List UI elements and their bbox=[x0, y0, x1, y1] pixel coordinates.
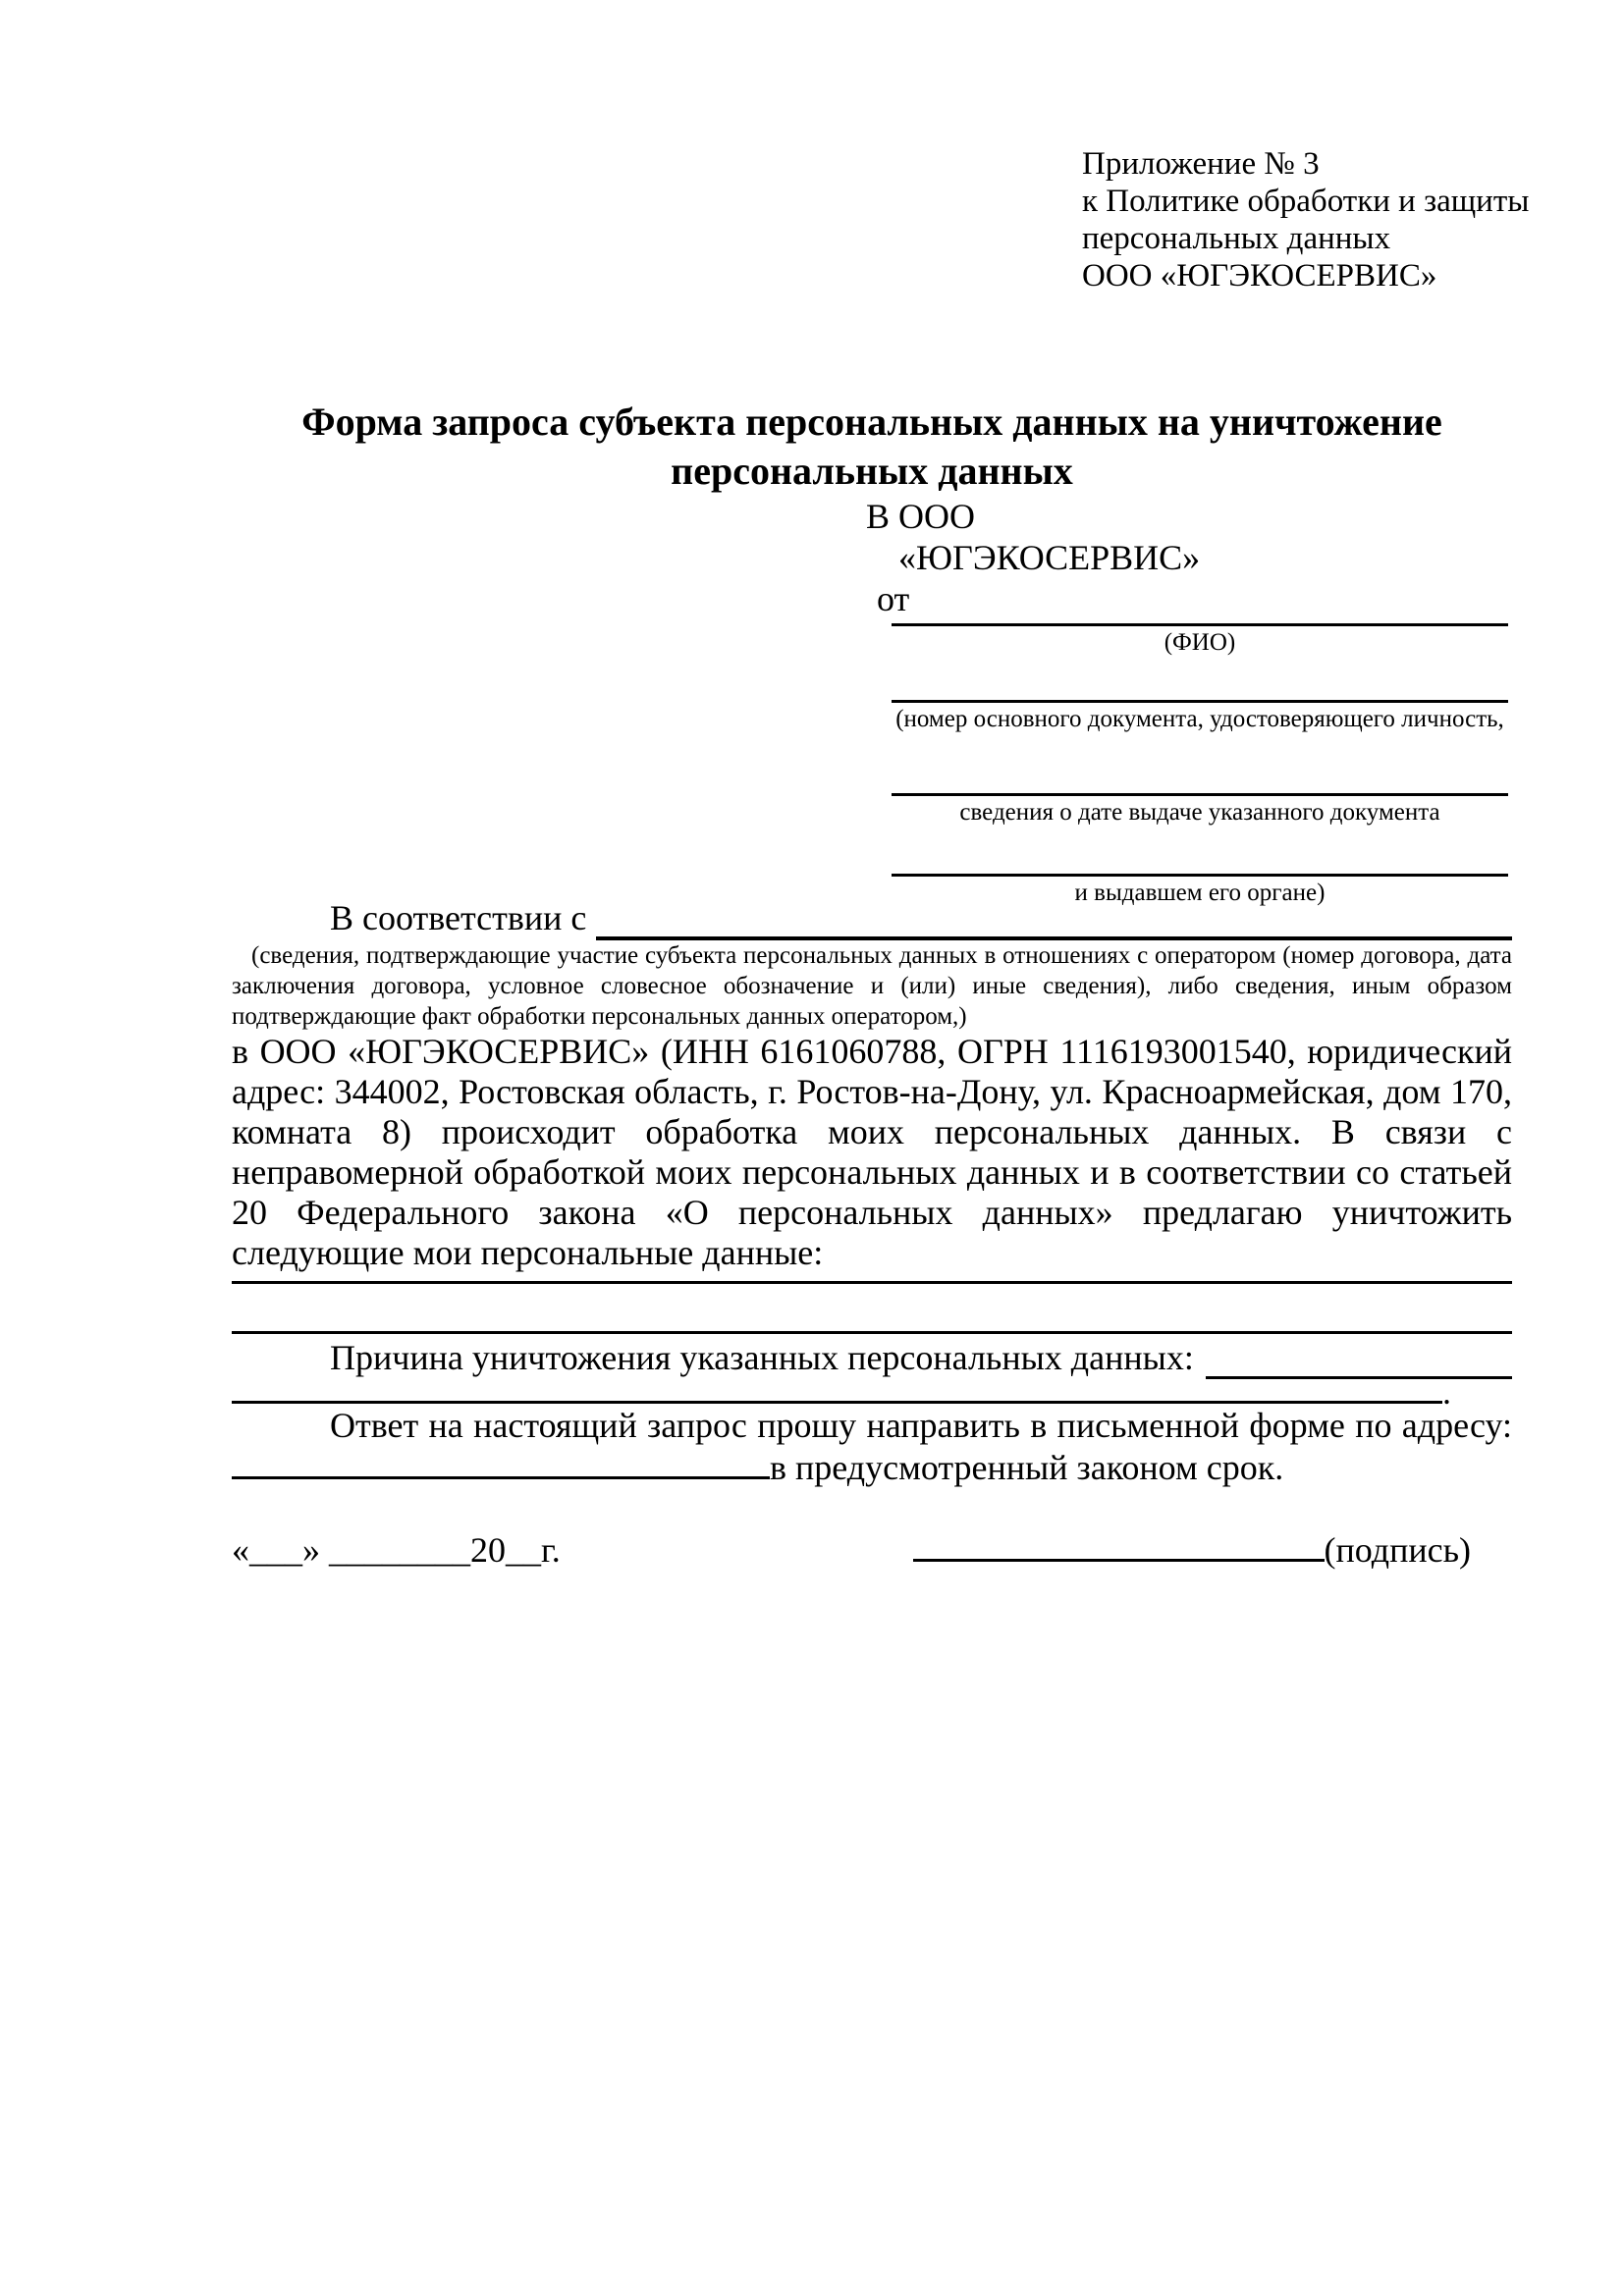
recipient-block bbox=[232, 496, 1512, 619]
answer-paragraph: Ответ на настоящий запрос прошу направить в письменной форме по адресу: bbox=[330, 1406, 1512, 1445]
signature-group bbox=[913, 1528, 1471, 1572]
fio-caption: (ФИО) bbox=[1164, 629, 1236, 656]
reason-row bbox=[232, 1336, 1512, 1379]
accordance-note: (сведения, подтверждающие участие субъекта персональных данных в отношениях с оператором (номер договора, дата заключения договора, условное словесное обозначение и (или) иные сведения), либо сведения, иным образом подтверждающие факт обработки персональных данных оператором,) bbox=[232, 942, 1512, 1030]
field-issue-date bbox=[892, 749, 1508, 828]
main-paragraph: в ООО «ЮГЭКОСЕРВИС» (ИНН 6161060788, ОГРН 1116193001540, юридический адрес: 344002, Ростовская область, г. Ростов-на-Дону, ул. Красноармейская, дом 170, комната 8) происходит обработка моих персональных данных. В связи с неправомерной обработкой моих персональных данных и в соответствии со статьей 20 Федерального закона «О персональных данных» предлагаю уничтожить следующие мои персональные данные: bbox=[232, 1032, 1512, 1272]
accordance-blank-line bbox=[596, 895, 1512, 940]
page-title-line-1: Форма запроса субъекта персональных данных на уничтожение bbox=[301, 400, 1442, 444]
recipient-company-name: «ЮГЭКОСЕРВИС» bbox=[898, 538, 1201, 577]
document-number-blank-line bbox=[892, 659, 1508, 703]
issuing-authority-blank-line bbox=[892, 828, 1508, 877]
paragraph-indent bbox=[232, 1336, 330, 1379]
date-signature-row bbox=[232, 1528, 1512, 1572]
appendix-line: персональных данных bbox=[1082, 221, 1391, 256]
reason-continuation-row bbox=[232, 1372, 1512, 1412]
answer-suffix-row bbox=[232, 1446, 1512, 1489]
signature-caption: (подпись) bbox=[1324, 1530, 1471, 1570]
paragraph-indent bbox=[232, 895, 330, 940]
accordance-lead: В соответствии с bbox=[330, 898, 587, 937]
issue-date-caption: сведения о дате выдаче указанного документа bbox=[959, 799, 1440, 826]
signature-blank-line bbox=[913, 1559, 1325, 1562]
personal-data-blank-line-1 bbox=[232, 1273, 1512, 1284]
field-fio bbox=[892, 619, 1508, 659]
page-title-line-2: персональных данных bbox=[671, 449, 1073, 493]
reason-label: Причина уничтожения указанных персональных данных: bbox=[330, 1338, 1194, 1377]
address-blank-line bbox=[232, 1476, 770, 1479]
line-terminator: . bbox=[1442, 1372, 1451, 1412]
personal-data-blank-line-2 bbox=[232, 1284, 1512, 1334]
accordance-row bbox=[232, 895, 1512, 940]
appendix-line: к Политике обработки и защиты bbox=[1082, 184, 1530, 219]
appendix-line: ООО «ЮГЭКОСЕРВИС» bbox=[1082, 258, 1437, 294]
document-content bbox=[232, 145, 1530, 1572]
recipient-from-label: от bbox=[877, 579, 910, 618]
applicant-fields bbox=[892, 619, 1508, 909]
issue-date-blank-line bbox=[892, 749, 1508, 796]
date-line: «___» ________20__г. bbox=[232, 1530, 561, 1570]
appendix-line: Приложение № 3 bbox=[1082, 146, 1320, 182]
issuing-authority-caption: и выдавшем его органе) bbox=[1074, 880, 1326, 906]
fio-blank-line bbox=[892, 619, 1508, 626]
reason-blank-line bbox=[1206, 1336, 1512, 1379]
appendix-note bbox=[1082, 145, 1530, 294]
reason-continuation-blank-line bbox=[232, 1401, 1442, 1404]
page-title bbox=[232, 398, 1512, 496]
answer-suffix-text: в предусмотренный законом срок. bbox=[770, 1448, 1284, 1487]
field-document-number bbox=[892, 659, 1508, 735]
recipient-to-label: В ООО bbox=[866, 497, 976, 536]
document-number-caption: (номер основного документа, удостоверяющего личность, bbox=[895, 706, 1504, 732]
